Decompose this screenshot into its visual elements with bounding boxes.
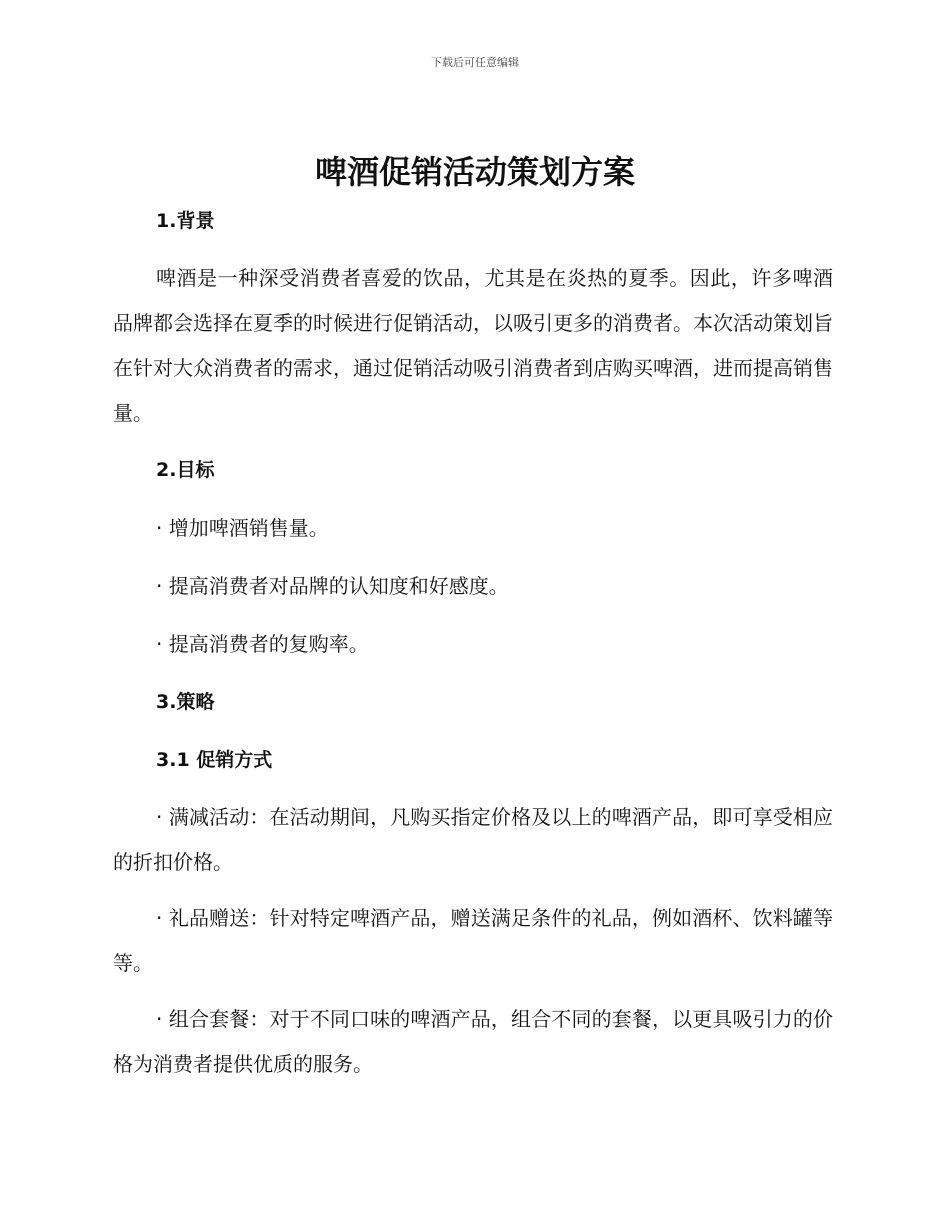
section-heading-strategy: 3.策略 — [156, 691, 215, 713]
goal-item: · 提高消费者对品牌的认知度和好感度。 — [156, 574, 509, 598]
strategy-item-discount: · 满减活动：在活动期间，凡购买指定价格及以上的啤酒产品，即可享受相应的折扣价格。 — [113, 805, 833, 874]
background-paragraph: 啤酒是一种深受消费者喜爱的饮品，尤其是在炎热的夏季。因此，许多啤酒品牌都会选择在夏季的时候进行促销活动，以吸引更多的消费者。本次活动策划旨在针对大众消费者的需求，通过促销活动吸引消费者到店购买啤酒，进而提高销售量。 — [113, 266, 833, 425]
strategy-item-gift: · 礼品赠送：针对特定啤酒产品，赠送满足条件的礼品，例如酒杯、饮料罐等等。 — [113, 906, 833, 975]
document-title: 啤酒促销活动策划方案 — [314, 153, 635, 191]
strategy-item-bundle: · 组合套餐：对于不同口味的啤酒产品，组合不同的套餐，以更具吸引力的价格为消费者提供优质的服务。 — [113, 1007, 833, 1076]
goal-item: · 增加啤酒销售量。 — [156, 516, 329, 540]
document-body — [113, 198, 833, 1087]
goal-item: · 提高消费者的复购率。 — [156, 632, 369, 656]
section-heading-goals: 2.目标 — [156, 459, 215, 481]
section-heading-background: 1.背景 — [156, 210, 215, 232]
subsection-heading-promotion: 3.1 促销方式 — [156, 749, 273, 771]
header-note: 下载后可任意编辑 — [431, 56, 519, 69]
